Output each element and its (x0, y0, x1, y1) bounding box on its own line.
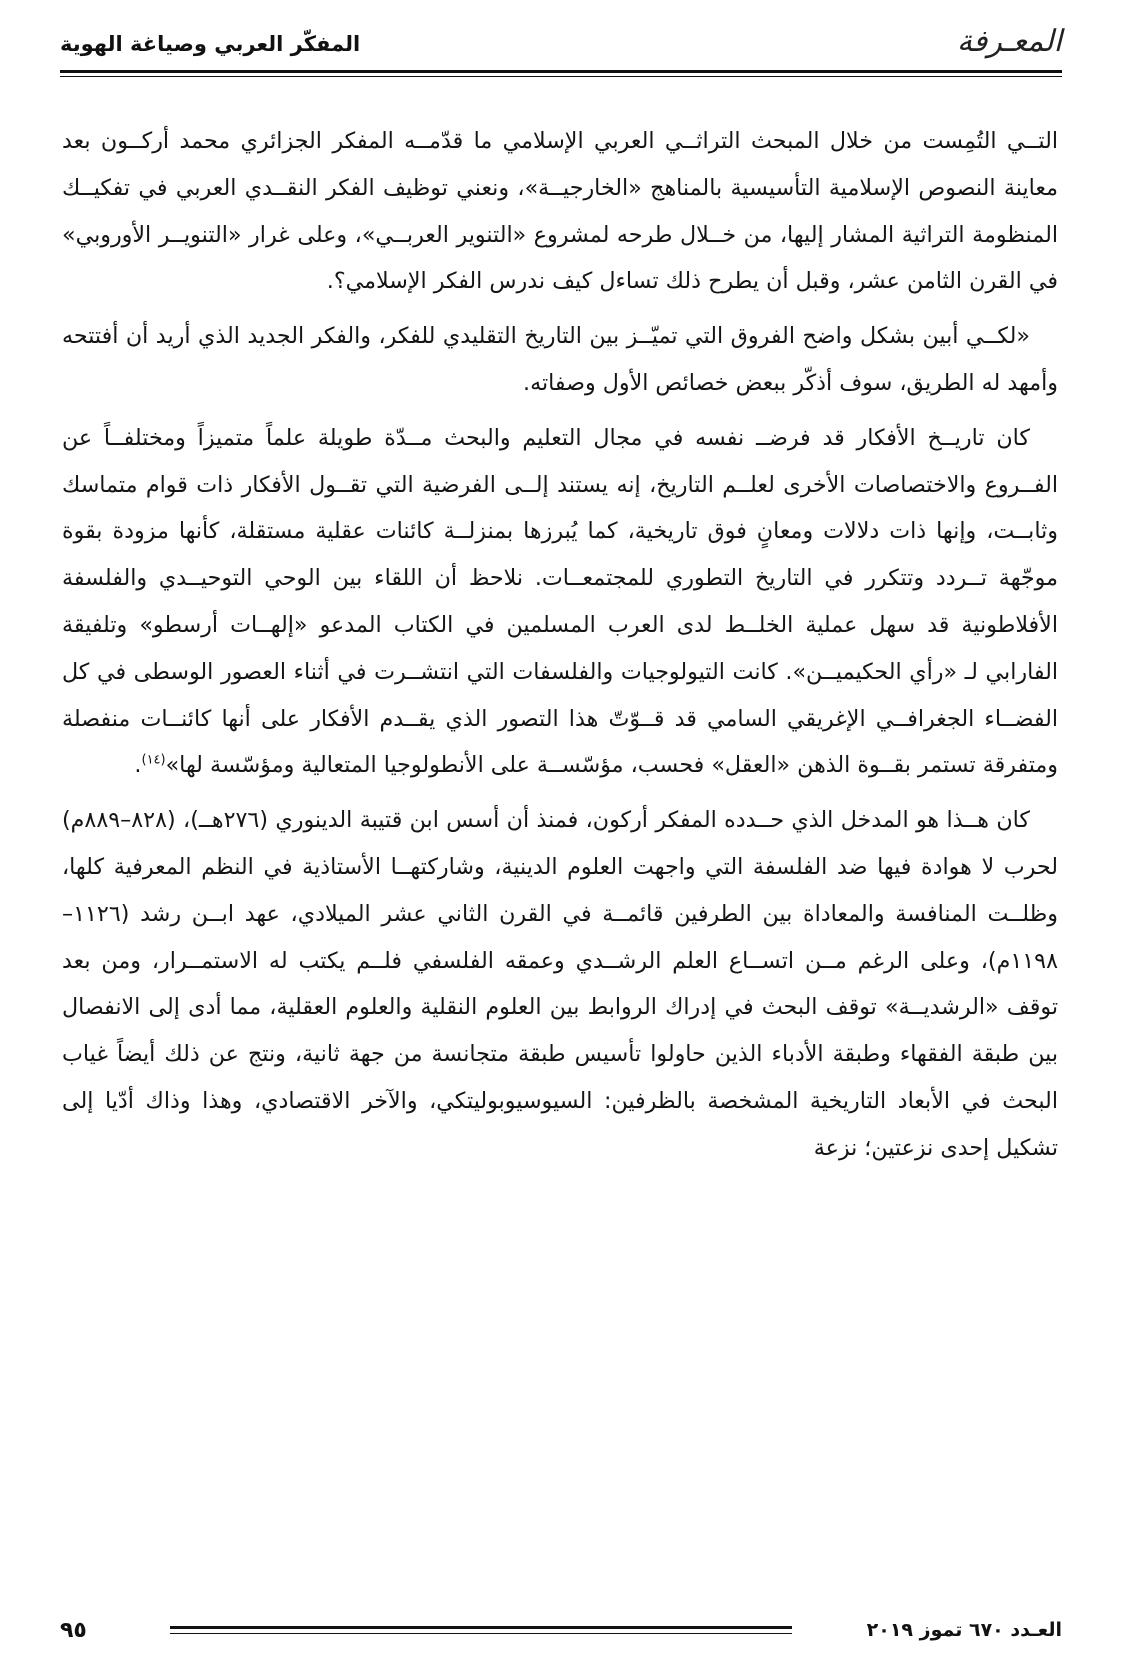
page-footer (60, 1618, 1062, 1658)
page-header (60, 18, 1062, 76)
paragraph-3 (62, 415, 1058, 789)
footnote-reference: (١٤) (141, 752, 166, 768)
magazine-logo: المعـرفة (956, 24, 1062, 59)
article-body (62, 118, 1058, 1180)
issue-info: العـدد ٦٧٠ تموز ٢٠١٩ (866, 1619, 1062, 1641)
paragraph-3-end: . (134, 752, 142, 779)
paragraph-3-text: كان تاريــخ الأفكار قد فرضــ نفسه في مجال التعليم والبحث مــدّة طويلة علماً متميزاً ومختلفــاً عن الفــروع والاختصاصات الأخرى لعلــم التاريخ، إنه يستند إلــى الفرضية التي تقــول الأفكار ذات قوام متماسك وثابــت، وإنها ذات دلالات ومعانٍ فوق تاريخية، كما يُبرزها بمنزلــة كائنات عقلية مستقلة، كأنها مزودة بقوة موجّهة تــردد وتتكرر في التاريخ التطوري للمجتمعــات. نلاحظ أن اللقاء بين الوحي التوحيــدي والفلسفة الأفلاطونية قد سهل عملية الخلــط لدى العرب المسلمين في الكتاب المدعو «إلهــات أرسطو» وتلفيقة الفارابي لـ «رأي الحكيميــن». كانت التيولوجيات والفلسفات التي انتشــرت في أثناء العصور الوسطى في كل الفضــاء الجغرافــي الإغريقي السامي قد قــوّتّ هذا التصور الذي يقــدم الأفكار على أنها كائنــات منفصلة ومتفرقة تستمر بقــوة الذهن «العقل» فحسب، مؤسّســة على الأنطولوجيا المتعالية ومؤسّسة لها» (62, 424, 1058, 779)
running-title: المفكّر العربي وصياغة الهوية (60, 32, 361, 56)
paragraph-4: كان هــذا هو المدخل الذي حــدده المفكر أركون، فمنذ أن أسس ابن قتيبة الدينوري (٢٧٦هــ)، (٨٢٨–٨٨٩م) لحرب لا هوادة فيها ضد الفلسفة التي واجهت العلوم الدينية، وشاركتهــا الأستاذية في النظم المعرفية كلها، وظلــت المنافسة والمعاداة بين الطرفين قائمــة في القرن الثاني عشر الميلادي، عهد ابــن رشد (١١٢٦– ١١٩٨م)، وعلى الرغم مــن اتســاع العلم الرشــدي وعمقه الفلسفي فلــم يكتب له الاستمــرار، ومن بعد توقف «الرشديــة» توقف البحث في إدراك الروابط بين العلوم النقلية والعلوم العقلية، مما أدى إلى الانفصال بين طبقة الفقهاء وطبقة الأدباء الذين حاولوا تأسيس طبقة متجانسة من جهة ثانية، ونتج عن ذلك أيضاً غياب البحث في الأبعاد التاريخية المشخصة بالظرفين: السيوسيوبوليتكي، والآخر الاقتصادي، وهذا وذاك أدّيا إلى تشكيل إحدى نزعتين؛ نزعة (62, 807, 1058, 1161)
header-rule-thin (60, 76, 1062, 77)
paragraph-2: «لكــي أبين بشكل واضح الفروق التي تميّــز بين التاريخ التقليدي للفكر، والفكر الجديد الذي أريد أن أفتتحه وأمهد له الطريق، سوف أذكّر ببعض خصائص الأول وصفاته. (62, 323, 1058, 396)
page-number: ٩٥ (60, 1618, 87, 1643)
paragraph-1: التــي التُمِست من خلال المبحث التراثــي العربي الإسلامي ما قدّمــه المفكر الجزائري محمد أركــون بعد معاينة النصوص الإسلامية التأسيسية بالمناهج «الخارجيــة»، ونعني توظيف الفكر النقــدي العربي في تفكيــك المنظومة التراثية المشار إليها، من خــلال طرحه لمشروع «التنوير العربــي»، وعلى غرار «التنويــر الأوروبي» في القرن الثامن عشر، وقبل أن يطرح ذلك تساءل كيف ندرس الفكر الإسلامي؟. (62, 128, 1058, 295)
header-rule-thick (60, 70, 1062, 73)
footer-rule-thick (170, 1626, 792, 1629)
footer-rule-thin (170, 1633, 792, 1634)
